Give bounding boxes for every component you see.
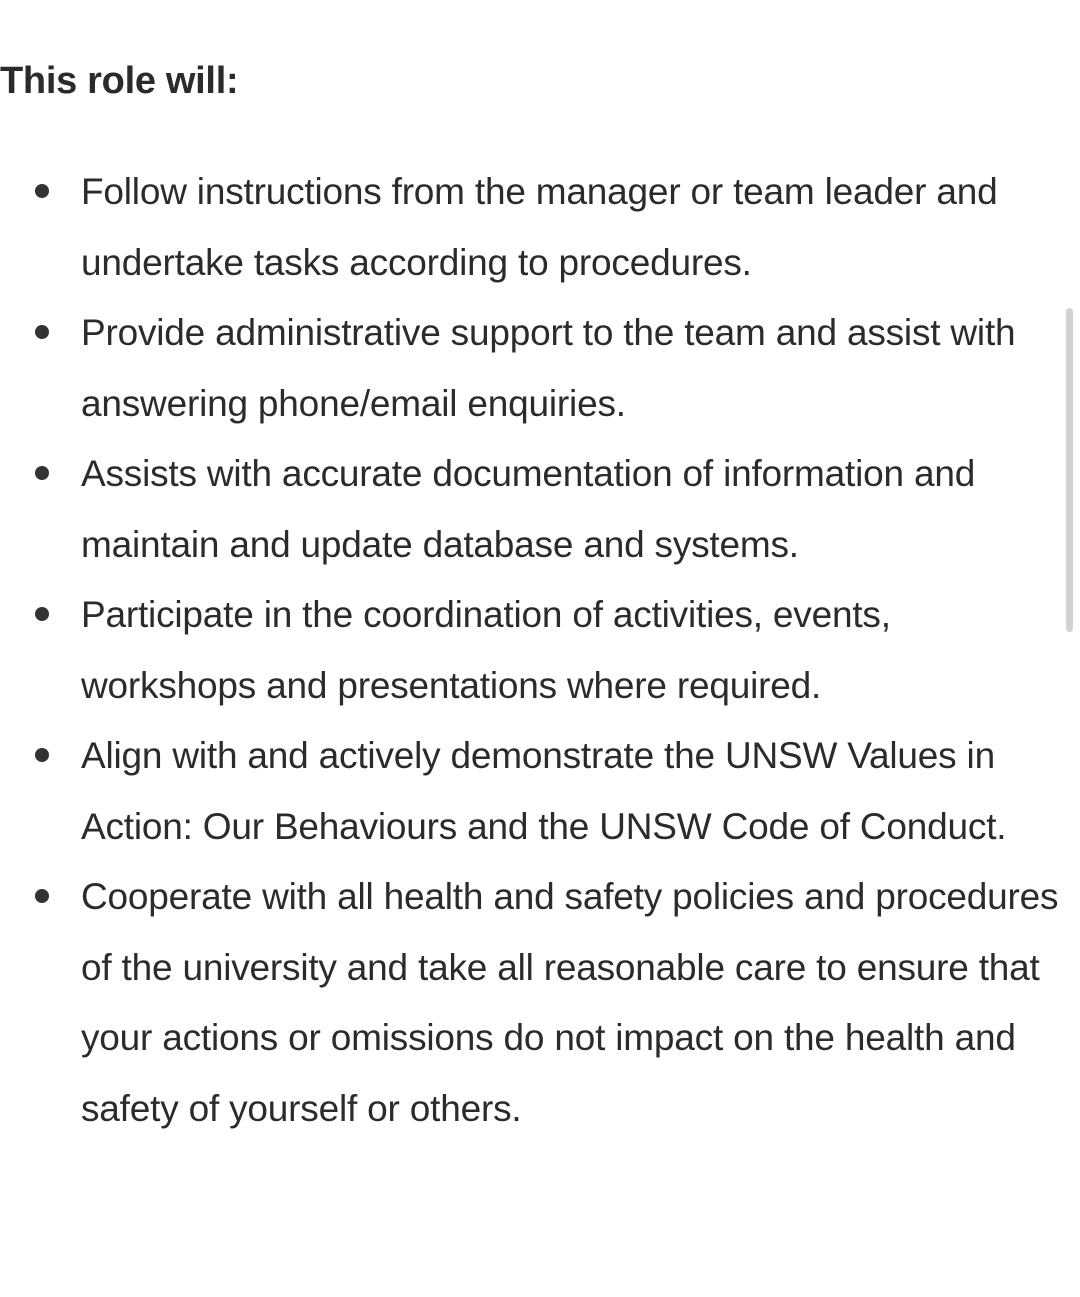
list-item-text: Follow instructions from the manager or team leader and undertake tasks according to procedures. [81,171,998,283]
bullet-icon [35,325,49,339]
bullet-icon [35,184,49,198]
bullet-icon [35,607,49,621]
duties-list [0,157,1060,1144]
list-item [0,580,1060,721]
bullet-icon [35,748,49,762]
bullet-icon [35,889,49,903]
list-item [0,721,1060,862]
section-heading: This role will: [0,60,239,102]
list-item-text: Provide administrative support to the team and assist with answering phone/email enquiries. [81,312,1016,424]
list-item-text: Participate in the coordination of activities, events, workshops and presentations where required. [81,594,891,706]
list-item-text: Align with and actively demonstrate the UNSW Values in Action: Our Behaviours and the UNSW Code of Conduct. [81,735,1007,847]
list-item-text: Cooperate with all health and safety policies and procedures of the university and take all reasonable care to ensure that your actions or omissions do not impact on the health and safety of yourself or others. [81,876,1059,1129]
bullet-icon [35,466,49,480]
list-item [0,298,1060,439]
vertical-scrollbar[interactable] [1066,308,1073,632]
list-item [0,157,1060,298]
list-item [0,862,1060,1144]
list-item [0,439,1060,580]
list-item-text: Assists with accurate documentation of information and maintain and update database and systems. [81,453,976,565]
